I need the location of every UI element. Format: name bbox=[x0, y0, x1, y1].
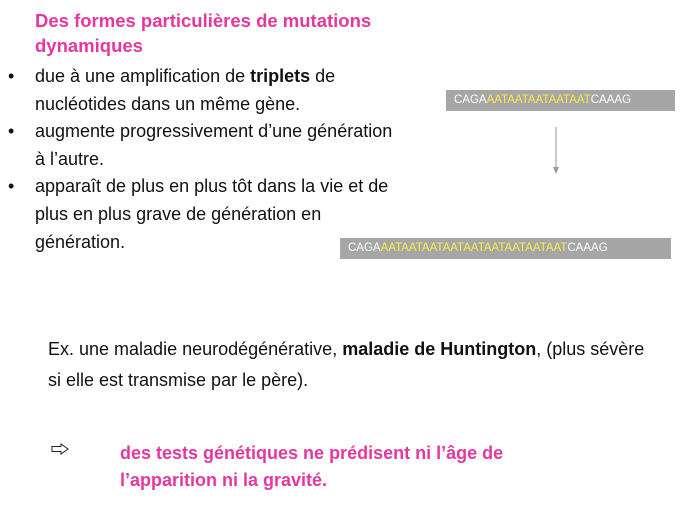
bullet-icon: • bbox=[8, 121, 15, 141]
example-text-before: Ex. une maladie neurodégénérative, bbox=[48, 339, 343, 359]
bullet-item-progression bbox=[8, 117, 398, 173]
sequence-repeat: AATAATAATAATAATAATAATAATAAT bbox=[380, 242, 568, 254]
sequence-prefix: CAGA bbox=[454, 94, 487, 106]
bullet-text-bold: triplets bbox=[250, 66, 311, 86]
slide-title: Des formes particulières de mutations dynamiques bbox=[35, 10, 372, 56]
sequence-short bbox=[446, 90, 675, 111]
bullet-list bbox=[8, 62, 398, 256]
arrow-down-icon bbox=[551, 127, 561, 175]
bullet-text: apparaît de plus en plus tôt dans la vie et de plus en plus grave de génération en génération. bbox=[35, 176, 389, 252]
conclusion-text: des tests génétiques ne prédisent ni l’âge de l’apparition ni la gravité. bbox=[120, 443, 504, 490]
example-disease-name: maladie de Huntington bbox=[342, 339, 537, 359]
bullet-item-amplification bbox=[8, 62, 398, 118]
bullet-icon: • bbox=[8, 66, 15, 86]
bullet-text: augmente progressivement d’une génération à l’autre. bbox=[35, 121, 393, 169]
bullet-icon: • bbox=[8, 176, 15, 196]
example-text-after: , (plus sévère si elle est transmise par le père). bbox=[48, 339, 645, 390]
sequence-suffix: CAAAG bbox=[567, 242, 608, 254]
hollow-arrow-right-icon bbox=[51, 443, 69, 455]
sequence-suffix: CAAAG bbox=[590, 94, 632, 106]
sequence-long bbox=[340, 238, 671, 259]
bullet-text-after: de nucléotides dans un même gène. bbox=[35, 66, 336, 114]
example-text bbox=[48, 334, 648, 396]
bullet-text-before: due à une amplification de bbox=[35, 66, 251, 86]
sequence-prefix: CAGA bbox=[348, 242, 381, 254]
sequence-repeat: AATAATAATAATAAT bbox=[486, 94, 591, 106]
